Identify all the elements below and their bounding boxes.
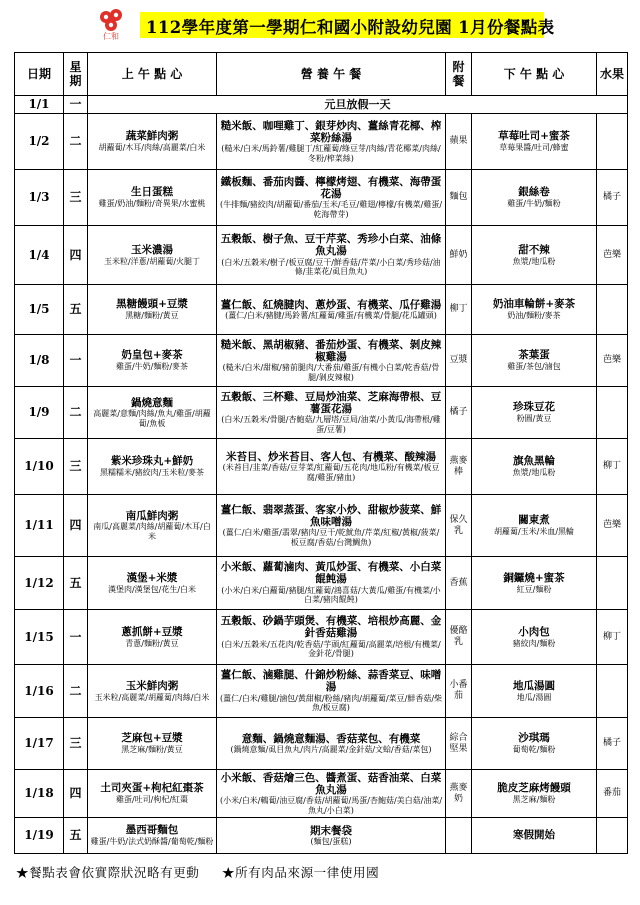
side-dish-cell: 鮮奶 xyxy=(446,226,472,285)
lunch-ingredients: (白米/五穀米/樹子/板豆腐/豆干/鮮香菇/芹菜/小白菜/秀珍菇/油條/韭菜花/虱目魚丸) xyxy=(221,257,441,277)
lunch-ingredients: (小米/白米/鵪蔔/油豆腐/香菇/胡蘿蔔/馬蛋/杏鮑菇/美白菇/油菜/魚丸/小白菜) xyxy=(219,796,443,815)
morning-snack-cell xyxy=(88,439,217,495)
day-row xyxy=(15,495,628,557)
col-morning: 上 午 點 心 xyxy=(88,53,217,96)
morning-snack-name: 芝麻包+豆漿 xyxy=(121,732,183,745)
side-dish-cell: 燕麥奶 xyxy=(446,770,472,818)
afternoon-snack-cell xyxy=(472,718,597,770)
afternoon-snack-cell xyxy=(472,770,597,818)
afternoon-snack-name: 脆皮芝麻烤饅頭 xyxy=(497,782,571,795)
weekday-cell: 三 xyxy=(64,170,88,226)
side-dish-cell: 豆漿 xyxy=(446,335,472,387)
weekday-cell: 一 xyxy=(64,96,88,114)
fruit-cell xyxy=(597,665,628,718)
morning-snack-name: 漢堡+米漿 xyxy=(126,571,178,584)
day-row xyxy=(15,665,628,718)
lunch-name: 糙米飯、黑胡椒豬、番茄炒蛋、有機菜、剝皮辣椒雞湯 xyxy=(220,338,442,363)
lunch-cell xyxy=(217,818,446,854)
afternoon-snack-cell xyxy=(472,610,597,665)
header xyxy=(0,0,640,44)
afternoon-snack-name: 銀絲卷 xyxy=(518,186,550,199)
afternoon-snack-ingredients: 蔔萄乾/麵粉 xyxy=(512,745,556,754)
lunch-ingredients: (糙米/白米/甜椒/豬前腿肉/大番茄/雞蛋/有機小白菜/乾香菇/骨腿/剝皮辣椒) xyxy=(222,363,440,382)
lunch-name: 糙米飯、咖哩雞丁、銀芽炒肉、薑絲青花椰、榨菜粉絲湯 xyxy=(220,119,442,144)
footer xyxy=(16,863,397,881)
afternoon-snack-name: 關東煮 xyxy=(518,514,550,527)
afternoon-snack-ingredients: 雞蛋/茶包/滷包 xyxy=(507,362,561,371)
afternoon-snack-name: 銅鑼燒+蜜茶 xyxy=(503,571,565,584)
morning-snack-name: 奶皇包+麥茶 xyxy=(121,349,183,362)
day-row xyxy=(15,610,628,665)
morning-snack-ingredients: 雞蛋/牛奶/法式奶酥醬/葡萄乾/麵粉 xyxy=(90,837,214,846)
morning-snack-ingredients: 黑糯糯米/豬絞肉/玉米粒/麥茶 xyxy=(99,468,205,477)
page-title: 112學年度第一學期仁和國小附設幼兒園 1月份餐點表 xyxy=(146,18,555,37)
fruit-cell: 柳丁 xyxy=(597,439,628,495)
weekday-cell: 二 xyxy=(64,665,88,718)
morning-snack-cell xyxy=(88,335,217,387)
afternoon-snack-ingredients: 粉圓/黃豆 xyxy=(516,414,552,423)
lunch-ingredients: (鍋燒意麵/虱目魚丸/肉片/高麗菜/金針菇/文蛤/香菇/菜包) xyxy=(230,744,432,754)
weekday-cell: 五 xyxy=(64,818,88,854)
date-cell: 1/8 xyxy=(15,335,64,387)
side-dish-cell: 小番茄 xyxy=(446,665,472,718)
afternoon-snack-cell xyxy=(472,114,597,170)
afternoon-snack-ingredients: 豬絞肉/麵粉 xyxy=(512,638,556,648)
morning-snack-cell xyxy=(88,114,217,170)
morning-snack-ingredients: 雞蛋/奶油/麵粉/奇異果/水蜜桃 xyxy=(98,199,206,208)
morning-snack-cell xyxy=(88,285,217,335)
lunch-ingredients: (白米/五穀米/五花肉/乾香菇/芋頭/紅蘿蔔/高麗菜/培根/有機菜/金針花/骨腿) xyxy=(221,639,441,659)
lunch-ingredients: (白米/五穀米/骨腿/杏鮑菇/九層塔/豆局/油菜/小黃瓜/海帶根/雞蛋/豆薯) xyxy=(221,415,441,434)
lunch-cell xyxy=(217,335,446,387)
side-dish-cell: 優酪乳 xyxy=(446,610,472,665)
holiday-cell: 元旦放假一天 xyxy=(88,96,628,114)
lunch-cell xyxy=(217,285,446,335)
fruit-cell xyxy=(597,285,628,335)
afternoon-snack-name: 寒假開始 xyxy=(513,829,555,842)
day-row xyxy=(15,557,628,610)
morning-snack-ingredients: 青蔥/麵粉/黃豆 xyxy=(125,638,179,648)
morning-snack-cell xyxy=(88,665,217,718)
date-cell: 1/2 xyxy=(15,114,64,170)
date-cell: 1/18 xyxy=(15,770,64,818)
day-row xyxy=(15,170,628,226)
col-date: 日期 xyxy=(15,53,64,96)
day-row xyxy=(15,335,628,387)
date-cell: 1/19 xyxy=(15,818,64,854)
lunch-name: 薑仁飯、滷雞腿、什錦炒粉絲、蒜香菜豆、味噌湯 xyxy=(220,669,442,694)
weekday-cell: 四 xyxy=(64,226,88,285)
side-dish-cell: 香蕉 xyxy=(446,557,472,610)
school-logo xyxy=(92,6,134,42)
afternoon-snack-name: 甜不辣 xyxy=(518,243,550,256)
fruit-cell: 橘子 xyxy=(597,170,628,226)
weekday-cell: 一 xyxy=(64,610,88,665)
morning-snack-name: 墨西哥麵包 xyxy=(125,824,179,837)
afternoon-snack-name: 沙琪瑪 xyxy=(518,732,550,745)
morning-snack-cell xyxy=(88,557,217,610)
morning-snack-cell xyxy=(88,718,217,770)
footer-note-2: ★所有肉品來源一律使用國 xyxy=(221,865,380,880)
afternoon-snack-cell xyxy=(472,335,597,387)
morning-snack-ingredients: 玉米粒/高麗菜/胡蘿蔔/肉絲/白米 xyxy=(94,692,210,702)
afternoon-snack-name: 草莓吐司+蜜茶 xyxy=(498,130,570,143)
fruit-cell xyxy=(597,387,628,439)
morning-snack-name: 土司夾蛋+枸杞紅棗茶 xyxy=(100,782,204,795)
header-row xyxy=(15,53,628,96)
lunch-cell xyxy=(217,718,446,770)
lunch-ingredients: (糙米/白米/馬鈴薯/雞腿丁/紅蘿蔔/綠豆芽/肉絲/青花椰菜/肉絲/冬粉/榨菜絲) xyxy=(221,144,441,163)
fruit-cell: 芭樂 xyxy=(597,226,628,285)
morning-snack-cell xyxy=(88,770,217,818)
afternoon-snack-cell xyxy=(472,170,597,226)
morning-snack-name: 蔬菜鮮肉粥 xyxy=(125,130,179,143)
lunch-name: 小米飯、蘿蔔滷肉、黃瓜炒蛋、有機菜、小白菜餛飩湯 xyxy=(220,561,442,586)
date-cell: 1/1 xyxy=(15,96,64,114)
afternoon-snack-cell xyxy=(472,285,597,335)
morning-snack-cell xyxy=(88,226,217,285)
morning-snack-cell xyxy=(88,170,217,226)
lunch-ingredients: (薑仁/白米/雞腿/滷包/黃甜椒/粉絲/豬肉/胡蘿蔔/菜豆/鮮香菇/柴魚/板豆腐) xyxy=(219,693,443,713)
side-dish-cell: 柳丁 xyxy=(446,285,472,335)
afternoon-snack-name: 地瓜湯圓 xyxy=(513,679,555,692)
morning-snack-name: 玉米鮮肉粥 xyxy=(125,679,179,692)
fruit-cell: 番茄 xyxy=(597,770,628,818)
afternoon-snack-name: 旗魚黑輪 xyxy=(513,455,555,468)
date-cell: 1/9 xyxy=(15,387,64,439)
lunch-cell xyxy=(217,557,446,610)
col-side: 附餐 xyxy=(446,53,472,96)
weekday-cell: 四 xyxy=(64,495,88,557)
lunch-ingredients: (薑仁/白米/雞蛋/翡翠/豬肉/豆干/乾魷魚/芹菜/紅椒/黃椒/菠菜/板豆腐/香菇/台灣鯛魚) xyxy=(222,528,440,547)
afternoon-snack-cell xyxy=(472,439,597,495)
afternoon-snack-name: 珍珠豆花 xyxy=(513,401,555,414)
lunch-cell xyxy=(217,495,446,557)
lunch-cell xyxy=(217,387,446,439)
lunch-name: 五穀飯、三杯雞、豆局炒油菜、芝麻海帶根、豆薯蛋花湯 xyxy=(220,390,442,415)
weekday-cell: 五 xyxy=(64,557,88,610)
morning-snack-ingredients: 漢堡肉/漢堡包/花生/白米 xyxy=(107,584,197,594)
afternoon-snack-ingredients: 黑芝麻/麵粉 xyxy=(512,795,556,804)
day-row xyxy=(15,439,628,495)
afternoon-snack-name: 茶葉蛋 xyxy=(518,349,550,362)
weekday-cell: 二 xyxy=(64,114,88,170)
side-dish-cell: 保久乳 xyxy=(446,495,472,557)
lunch-name: 薑仁飯、翡翠蒸蛋、客家小炒、甜椒炒菠菜、鮮魚味噌湯 xyxy=(220,503,442,528)
day-row xyxy=(15,226,628,285)
lunch-name: 小米飯、香菇燴三色、醬煮蛋、菇香油菜、白菜魚丸湯 xyxy=(220,771,442,796)
lunch-name: 薑仁飯、紅燒腱肉、蔥炒蛋、有機菜、瓜仔雞湯 xyxy=(220,298,442,311)
morning-snack-name: 鍋燒意麵 xyxy=(131,396,173,409)
morning-snack-ingredients: 黑芝麻/麵粉/黃豆 xyxy=(121,745,183,754)
afternoon-snack-ingredients: 紅豆/麵粉 xyxy=(516,584,552,594)
afternoon-snack-cell xyxy=(472,226,597,285)
afternoon-snack-ingredients: 草莓果醬/吐司/蜂蜜 xyxy=(499,143,569,152)
fruit-cell xyxy=(597,818,628,854)
morning-snack-name: 玉米濃湯 xyxy=(131,243,173,256)
date-cell: 1/12 xyxy=(15,557,64,610)
svg-text:仁和: 仁和 xyxy=(103,32,119,41)
day-row xyxy=(15,818,628,854)
afternoon-snack-cell xyxy=(472,557,597,610)
afternoon-snack-ingredients: 地瓜/湯圓 xyxy=(516,692,552,702)
morning-snack-cell xyxy=(88,818,217,854)
morning-snack-ingredients: 南瓜/高麗菜/肉絲/胡蘿蔔/木耳/白米 xyxy=(93,522,211,541)
fruit-cell xyxy=(597,557,628,610)
lunch-cell xyxy=(217,665,446,718)
day-row xyxy=(15,387,628,439)
side-dish-cell xyxy=(446,818,472,854)
morning-snack-ingredients: 玉米粒/洋蔥/胡蘿蔔/火腿丁 xyxy=(103,256,201,266)
morning-snack-ingredients: 高麗菜/意麵/肉絲/魚丸/雞蛋/胡蘿蔔/魚板 xyxy=(93,409,211,428)
lunch-cell xyxy=(217,170,446,226)
morning-snack-name: 南瓜鮮肉粥 xyxy=(125,509,179,522)
afternoon-snack-cell xyxy=(472,495,597,557)
lunch-ingredients: (薑仁/白米/豬腱/馬鈴薯/紅蘿蔔/雞蛋/有機菜/骨腿/花瓜罐頭) xyxy=(225,310,437,320)
lunch-cell xyxy=(217,439,446,495)
day-row xyxy=(15,114,628,170)
morning-snack-cell xyxy=(88,387,217,439)
weekday-cell: 三 xyxy=(64,718,88,770)
lunch-cell xyxy=(217,610,446,665)
fruit-cell: 芭樂 xyxy=(597,335,628,387)
afternoon-snack-name: 小肉包 xyxy=(518,625,550,638)
morning-snack-name: 紫米珍珠丸+鮮奶 xyxy=(110,455,194,468)
morning-snack-name: 蔥抓餅+豆漿 xyxy=(121,625,183,638)
lunch-cell xyxy=(217,114,446,170)
afternoon-snack-ingredients: 雞蛋/牛奶/麵粉 xyxy=(507,199,561,208)
morning-snack-cell xyxy=(88,495,217,557)
date-cell: 1/11 xyxy=(15,495,64,557)
weekday-cell: 四 xyxy=(64,770,88,818)
side-dish-cell: 蘋果 xyxy=(446,114,472,170)
afternoon-snack-ingredients: 魚漿/地瓜粉 xyxy=(512,256,556,266)
morning-snack-ingredients: 雞蛋/吐司/枸杞/紅棗 xyxy=(115,795,189,804)
col-lunch: 營 養 午 餐 xyxy=(217,53,446,96)
lunch-ingredients: (米苔目/韭菜/香菇/豆芽菜/紅蘿蔔/五花肉/地瓜粉/有機菜/板豆腐/雞蛋/豬血) xyxy=(222,463,440,482)
lunch-cell xyxy=(217,770,446,818)
side-dish-cell: 麵包 xyxy=(446,170,472,226)
day-row xyxy=(15,718,628,770)
date-cell: 1/17 xyxy=(15,718,64,770)
morning-snack-ingredients: 胡蘿蔔/木耳/肉絲/高麗菜/白米 xyxy=(98,143,206,152)
lunch-cell xyxy=(217,226,446,285)
date-cell: 1/3 xyxy=(15,170,64,226)
lunch-ingredients: (麵包/蛋糕) xyxy=(310,836,352,846)
side-dish-cell: 綜合堅果 xyxy=(446,718,472,770)
menu-table xyxy=(14,52,628,854)
afternoon-snack-cell xyxy=(472,818,597,854)
date-cell: 1/15 xyxy=(15,610,64,665)
morning-snack-name: 生日蛋糕 xyxy=(131,186,173,199)
afternoon-snack-ingredients: 奶油/麵粉/麥茶 xyxy=(507,311,561,320)
afternoon-snack-cell xyxy=(472,665,597,718)
col-weekday: 星期 xyxy=(64,53,88,96)
lunch-name: 米苔目、炒米苔目、客人包、有機菜、酸辣湯 xyxy=(226,450,436,463)
afternoon-snack-ingredients: 魚漿/地瓜粉 xyxy=(512,468,556,477)
footer-note-1: ★餐點表會依實際狀況略有更動 xyxy=(16,865,200,880)
side-dish-cell: 燕麥棒 xyxy=(446,439,472,495)
fruit-cell: 芭樂 xyxy=(597,495,628,557)
morning-snack-cell xyxy=(88,610,217,665)
fruit-cell xyxy=(597,114,628,170)
lunch-name: 五穀飯、砂鍋芋頭煲、有機菜、培根炒高麗、金針香菇雞湯 xyxy=(220,615,442,640)
afternoon-snack-ingredients: 胡蘿蔔/玉米/米血/黑輪 xyxy=(493,527,575,536)
morning-snack-name: 黑糖饅頭+豆漿 xyxy=(116,298,188,311)
weekday-cell: 五 xyxy=(64,285,88,335)
lunch-ingredients: (小米/白米/白蘿蔔/豬腿/紅蘿蔔/鴻喜菇/大黃瓜/雞蛋/有機菜/小白菜/豬肉餛飩) xyxy=(221,585,441,605)
lunch-name: 五穀飯、樹子魚、豆干芹菜、秀珍小白菜、油條魚丸湯 xyxy=(220,233,442,258)
lunch-name: 期末餐袋 xyxy=(310,824,352,837)
weekday-cell: 一 xyxy=(64,335,88,387)
day-row xyxy=(15,285,628,335)
lunch-name: 意麵、鍋燒意麵湯、香菇菜包、有機菜 xyxy=(241,732,421,745)
side-dish-cell: 橘子 xyxy=(446,387,472,439)
lunch-name: 鐵板麵、番茄肉醬、檸檬烤翅、有機菜、海帶蛋花湯 xyxy=(220,175,442,200)
morning-snack-ingredients: 黑糖/麵粉/黃豆 xyxy=(125,311,179,320)
lunch-ingredients: (牛排麵/豬絞肉/胡蘿蔔/番茄/玉米/毛豆/雞翅/檸檬/有機菜/雞蛋/乾海帶芽) xyxy=(219,200,443,219)
afternoon-snack-name: 奶油車輪餅+麥茶 xyxy=(492,298,576,311)
morning-snack-ingredients: 雞蛋/牛奶/麵粉/麥茶 xyxy=(115,362,189,371)
date-cell: 1/10 xyxy=(15,439,64,495)
day-row xyxy=(15,770,628,818)
holiday-row xyxy=(15,96,628,114)
col-fruit: 水果 xyxy=(597,53,628,96)
fruit-cell: 橘子 xyxy=(597,718,628,770)
col-afternoon: 下 午 點 心 xyxy=(472,53,597,96)
weekday-cell: 三 xyxy=(64,439,88,495)
fruit-cell: 柳丁 xyxy=(597,610,628,665)
date-cell: 1/5 xyxy=(15,285,64,335)
date-cell: 1/16 xyxy=(15,665,64,718)
weekday-cell: 二 xyxy=(64,387,88,439)
afternoon-snack-cell xyxy=(472,387,597,439)
date-cell: 1/4 xyxy=(15,226,64,285)
